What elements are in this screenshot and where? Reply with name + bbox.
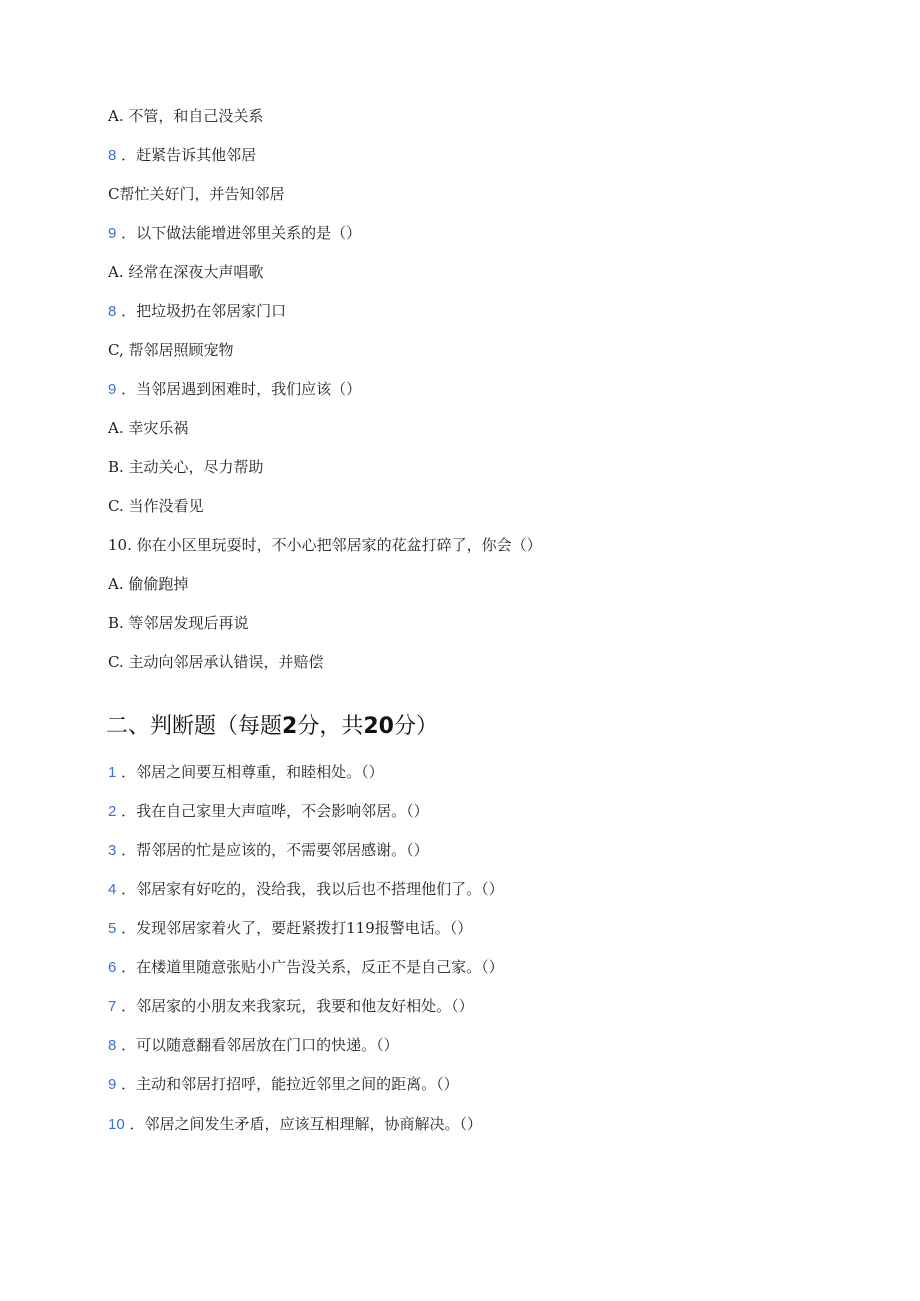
option-line: [108, 418, 188, 439]
item-text: ．帮邻居的忙是应该的，不需要邻居感谢。（）: [116, 841, 429, 859]
judgment-item: [108, 1074, 459, 1095]
judgment-item: [108, 918, 472, 939]
item-number: 8: [108, 1037, 117, 1054]
option-text: ．赶紧告诉其他邻居: [116, 146, 257, 164]
question-number: 8: [108, 147, 117, 164]
heading-prefix: 二、判断题（每题: [106, 714, 283, 739]
option-line: [108, 145, 256, 166]
heading-suffix: 分）: [393, 714, 438, 739]
option-text: A. 偷偷跑掉: [108, 575, 189, 593]
option-text: ．把垃圾扔在邻居家门口: [116, 302, 287, 320]
option-line: [108, 652, 323, 673]
item-text: ．发现邻居家着火了，要赶紧拨打119报警电话。（）: [116, 919, 473, 937]
item-number: 4: [108, 881, 117, 898]
heading-total: 20: [363, 714, 394, 739]
option-line: [108, 262, 263, 283]
question-number: 8: [108, 303, 117, 320]
option-line: [108, 574, 188, 595]
option-text: C. 当作没看见: [108, 497, 204, 515]
option-text: A. 幸灾乐祸: [108, 419, 189, 437]
option-text: C, 帮邻居照顾宠物: [108, 341, 234, 359]
option-line: [108, 106, 263, 127]
judgment-item: [108, 840, 429, 861]
question-number: 9: [108, 225, 117, 242]
option-text: A. 不管，和自己没关系: [108, 107, 264, 125]
option-text: A. 经常在深夜大声唱歌: [108, 263, 264, 281]
item-text: ．我在自己家里大声喧哗，不会影响邻居。（）: [116, 802, 429, 820]
judgment-item: [108, 762, 384, 783]
question-text: ．以下做法能增进邻里关系的是（）: [116, 224, 362, 242]
item-number: 1: [108, 764, 117, 781]
option-line: [108, 184, 284, 205]
item-number: 9: [108, 1076, 117, 1093]
item-text: ．主动和邻居打招呼，能拉近邻里之间的距离。（）: [116, 1075, 459, 1093]
judgment-item: [108, 1035, 399, 1056]
heading-points: 2: [282, 714, 298, 739]
option-text: C帮忙关好门，并告知邻居: [108, 185, 285, 203]
option-text: B. 等邻居发现后再说: [108, 614, 249, 632]
option-text: B. 主动关心，尽力帮助: [108, 458, 264, 476]
item-number: 10: [108, 1116, 125, 1133]
item-text: ．在楼道里随意张贴小广告没关系，反正不是自己家。（）: [116, 958, 504, 976]
option-line: [108, 340, 233, 361]
item-number: 7: [108, 998, 117, 1015]
judgment-item: [108, 996, 474, 1017]
option-line: [108, 457, 264, 478]
item-number: 6: [108, 959, 117, 976]
heading-mid: 分，共: [297, 714, 364, 739]
question-line: [108, 379, 361, 400]
question-text: 10. 你在小区里玩耍时，不小心把邻居家的花盆打碎了，你会（）: [108, 536, 542, 554]
item-text: ．邻居之间发生矛盾，应该互相理解，协商解决。（）: [124, 1115, 482, 1133]
option-text: C. 主动向邻居承认错误，并赔偿: [108, 653, 324, 671]
judgment-item: [108, 957, 504, 978]
item-number: 3: [108, 842, 117, 859]
item-number: 2: [108, 803, 117, 820]
option-line: [108, 613, 249, 634]
question-line: [108, 223, 361, 244]
item-text: ．邻居家有好吃的，没给我，我以后也不搭理他们了。（）: [116, 880, 504, 898]
option-line: [108, 301, 286, 322]
question-number: 9: [108, 381, 117, 398]
judgment-item: [108, 1114, 482, 1135]
section-heading: [106, 712, 438, 742]
judgment-item: [108, 801, 429, 822]
option-line: [108, 496, 203, 517]
item-text: ．可以随意翻看邻居放在门口的快递。（）: [116, 1036, 399, 1054]
question-text: ．当邻居遇到困难时，我们应该（）: [116, 380, 362, 398]
item-number: 5: [108, 920, 117, 937]
item-text: ．邻居之间要互相尊重，和睦相处。（）: [116, 763, 384, 781]
judgment-item: [108, 879, 504, 900]
question-line: [108, 535, 542, 556]
item-text: ．邻居家的小朋友来我家玩，我要和他友好相处。（）: [116, 997, 474, 1015]
